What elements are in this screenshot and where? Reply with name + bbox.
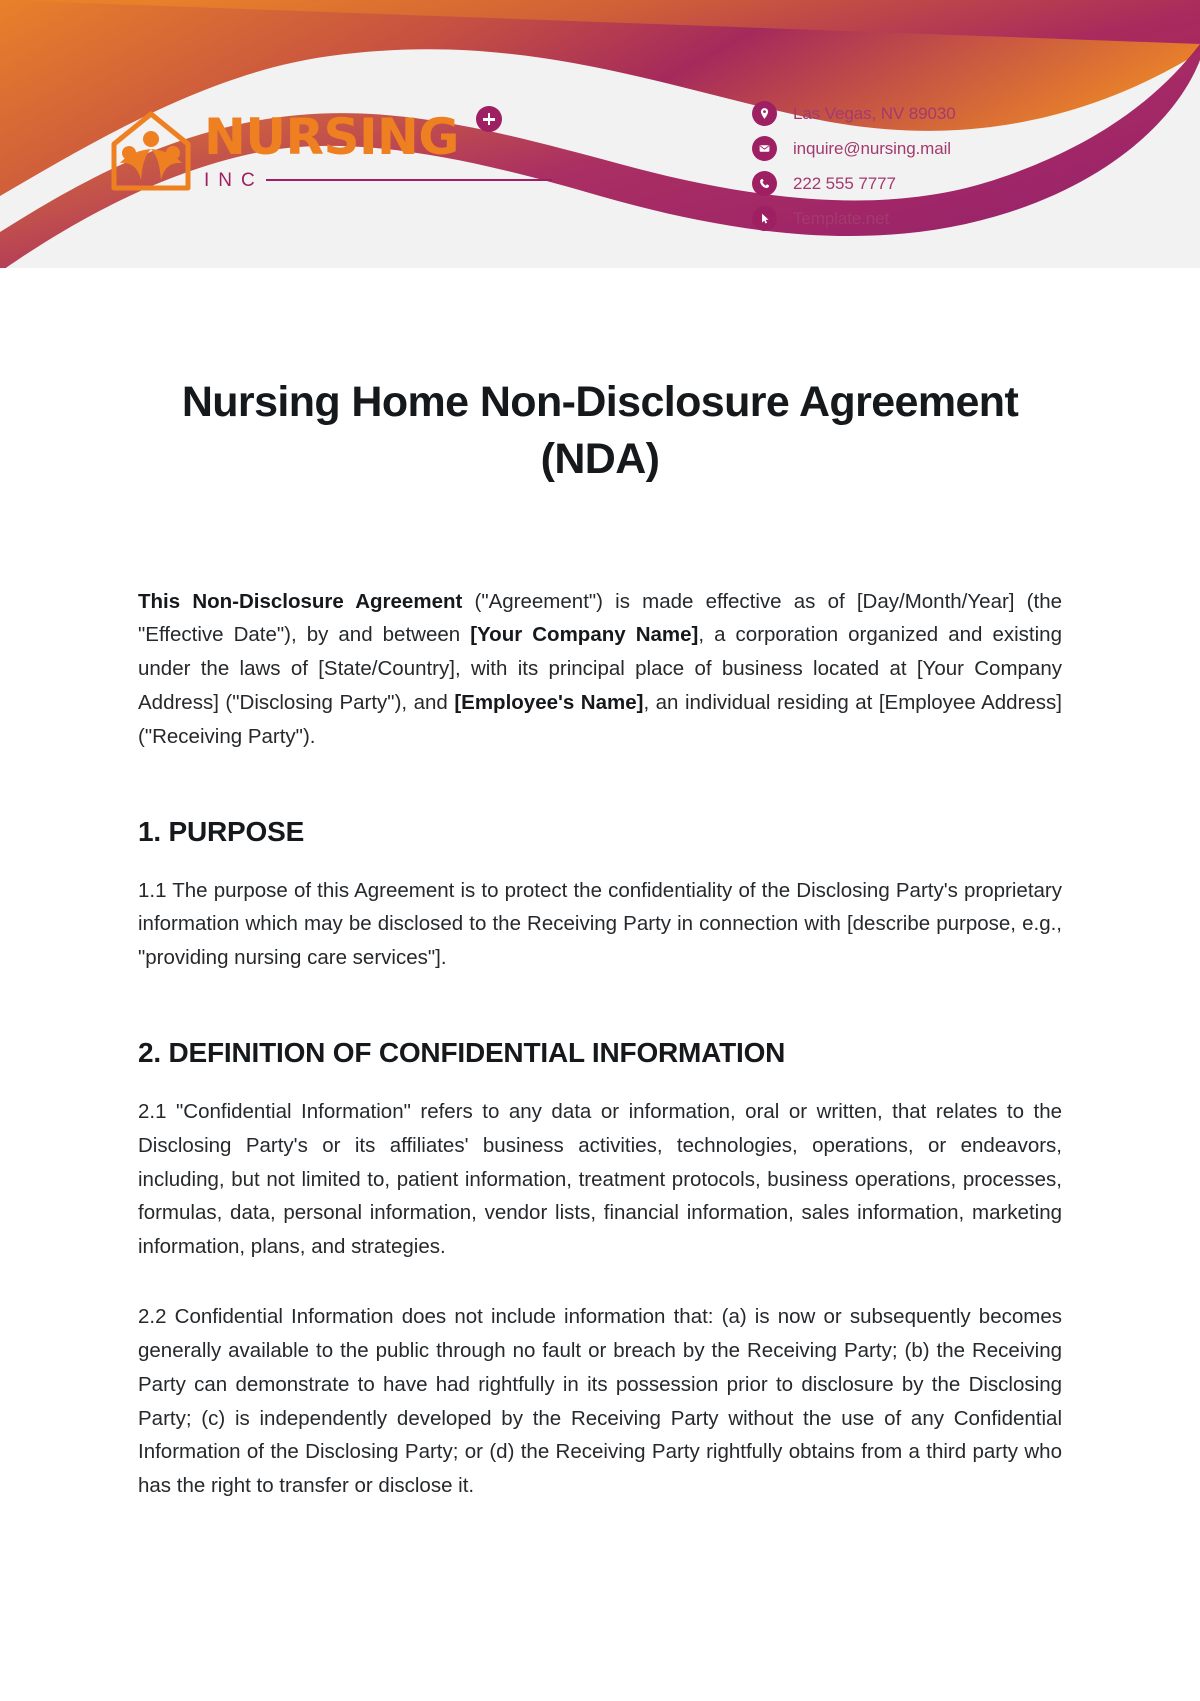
section-heading-definition: 2. DEFINITION OF CONFIDENTIAL INFORMATION [138,1037,786,1068]
contact-address: Las Vegas, NV 89030 [793,103,956,123]
clause-2-1: 2.1 "Confidential Information" refers to any data or information, oral or written, that relates to the Disclosing Party's or its affiliates' business activities, technologies, operations, or endeavors, including, but not limited to, patient information, treatment protocols, business operations, processes, formulas, data, personal information, vendor lists, financial information, sales information, marketing information, plans, and strategies. [138,1100,1062,1259]
envelope-icon [752,136,777,161]
clause-1-1: 1.1 The purpose of this Agreement is to protect the confidentiality of the Disclosing Party's proprietary information which may be disclosed to the Receiving Party in connection with [describe purpose, e.g., "providing nursing care services"]. [138,878,1062,970]
logo-rule [266,179,552,181]
contact-info-list [752,96,1152,236]
section-heading-purpose: 1. PURPOSE [138,815,305,847]
company-logo [108,106,508,202]
contact-website[interactable]: Template.net [793,208,890,228]
intro-part-3: , an individual residing at [Employee Address] ("Receiving Party"). [138,690,1062,748]
contact-row-address [752,96,1152,131]
page-header [0,0,1200,268]
clause-2-2: 2.2 Confidential Information does not include information that: (a) is now or subsequently becomes generally available to the public through no fault or breach by the Receiving Party; (b) the Receiving Party can demonstrate to have had rightfully in its possession prior to disclosure by the Disclosing Party; (c) is independently developed by the Receiving Party without the use of any Confidential Information of the Disclosing Party; or (d) the Receiving Party rightfully obtains from a third party who has the right to transfer or disclose it. [138,1305,1062,1498]
intro-paragraph [138,585,1062,754]
logo-subtext: INC [204,170,264,191]
medical-plus-icon [476,106,502,132]
page-title: Nursing Home Non-Disclosure Agreement (NDA) [181,378,1019,483]
house-family-icon [108,108,194,194]
contact-email[interactable]: inquire@nursing.mail [793,138,951,158]
intro-part-1: ("Agreement") is made effective as of [Day/Month/Year] (the "Effective Date"), by and between [138,589,1062,647]
contact-row-website[interactable] [752,201,1152,236]
contact-phone[interactable]: 222 555 7777 [793,173,896,193]
logo-wordmark: NURSING [204,108,459,166]
document-body [0,268,1200,1503]
contact-row-email[interactable] [752,131,1152,166]
phone-icon [752,171,777,196]
location-pin-icon [752,101,777,126]
contact-row-phone[interactable] [752,166,1152,201]
intro-part-2: , a corporation organized and existing under the laws of [State/Country], with its principal place of business located at [Your Company Address] ("Disclosing Party"), and [138,623,1062,714]
intro-bold-employee: [Employee's Name] [454,690,644,714]
intro-bold-lead: This Non-Disclosure Agreement [138,589,463,613]
cursor-pointer-icon [752,206,777,231]
intro-bold-company: [Your Company Name] [470,623,699,647]
